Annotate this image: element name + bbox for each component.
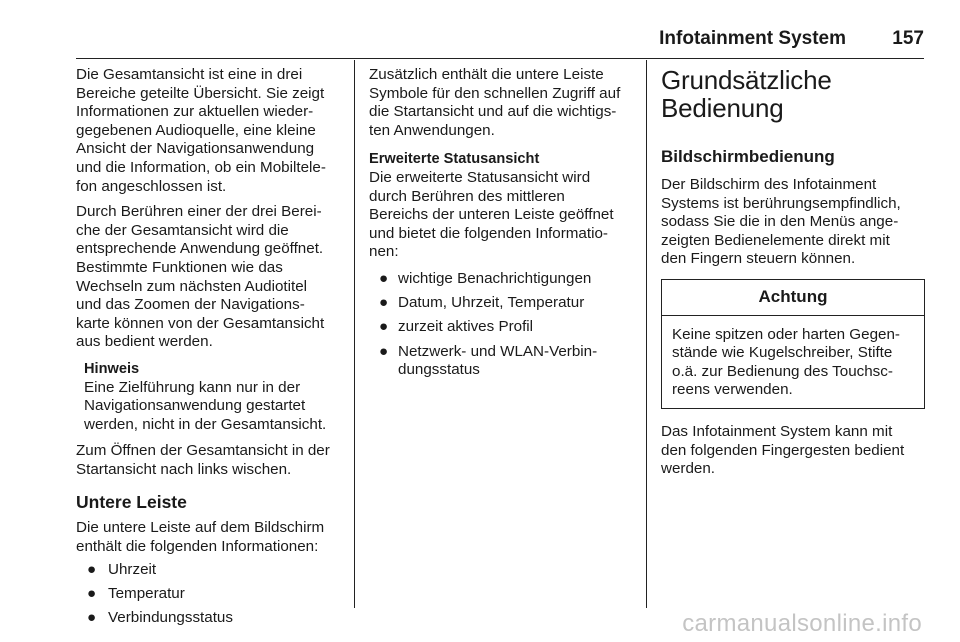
list-item: ● zurzeit aktives Profil (379, 318, 534, 336)
list-item: ● Verbindungsstatus (87, 609, 233, 627)
page-header (76, 24, 924, 59)
caution-box (661, 279, 925, 409)
col1-paragraph-2: Durch Berühren einer der drei Berei- che der Gesamtansicht wird die entsprechende Anwendung geöffnet. Bestimmte Funktionen wie das Wechseln zum nächsten Audiotitel und das Zoomen der Navigations- karte können von der Gesamtansicht aus bedient werden. (76, 203, 325, 351)
list-item: ● Uhrzeit (87, 560, 157, 578)
column-2 (369, 66, 635, 385)
page-number: 157 (892, 28, 924, 49)
col1-bullet-list (76, 561, 344, 628)
bullet-icon: ● (379, 294, 389, 312)
caution-title: Achtung (662, 280, 924, 316)
note-title: Hinweis (84, 360, 140, 377)
note-text: Eine Zielführung kann nur in der Navigationsanwendung gestartet werden, nicht in der Gesamtansicht. (84, 378, 327, 433)
col2-paragraph-1: Zusätzlich enthält die untere Leiste Symbole für den schnellen Zugriff auf die Startansicht und auf die wichtigs- ten Anwendungen. (369, 66, 621, 139)
column-divider-2 (646, 60, 647, 608)
col2-paragraph-2: Die erweiterte Statusansicht wird durch Berühren des mittleren Bereichs der unteren Leiste geöffnet und bietet die folgenden Informatio- nen: (369, 168, 614, 261)
col1-paragraph-4: Die untere Leiste auf dem Bildschirm enthält die folgenden Informationen: (76, 519, 325, 556)
column-1 (76, 66, 344, 633)
section-heading-untere-leiste: Untere Leiste (76, 492, 187, 513)
section-title-grundsaetzliche-bedienung: Grundsätzliche Bedienung (661, 65, 832, 123)
list-item: ● Temperatur (87, 584, 185, 602)
note-block (84, 360, 344, 434)
bullet-icon: ● (379, 269, 389, 287)
col2-bullet-list (369, 270, 635, 380)
bullet-icon: ● (87, 560, 97, 578)
col3-paragraph-1: Der Bildschirm des Infotainment Systems ist berührungsempfindlich, sodass Sie die in den Menüs ange- zeigten Bedienelemente direkt mit den Fingern steuern können. (661, 176, 901, 268)
col1-paragraph-1: Die Gesamtansicht ist eine in drei Bereiche geteilte Übersicht. Sie zeigt Informationen zur aktuellen wieder- gegebenen Audioquelle, eine kleine Ansicht der Navigationsanwendung und die Information, ob ein Mobiltele- fon angeschlossen ist. (76, 66, 326, 195)
bullet-icon: ● (379, 318, 389, 336)
column-divider-1 (354, 60, 355, 608)
list-item: ● wichtige Benachrichtigungen (379, 269, 592, 287)
caution-text: Keine spitzen oder harten Gegen- stände wie Kugelschreiber, Stifte o.ä. zur Bedienung des Touchsc- reens verwenden. (672, 325, 900, 399)
header-title: Infotainment System (659, 28, 846, 49)
list-item: ● Netzwerk- und WLAN-Verbin- dungsstatus (379, 342, 598, 379)
col3-paragraph-2: Das Infotainment System kann mit den folgenden Fingergesten bedient werden. (661, 422, 905, 478)
bullet-icon: ● (379, 342, 389, 360)
bullet-icon: ● (87, 584, 97, 602)
column-3 (661, 66, 925, 486)
subheading-bildschirmbedienung: Bildschirmbedienung (661, 147, 835, 166)
bullet-icon: ● (87, 609, 97, 627)
list-item: ● Datum, Uhrzeit, Temperatur (379, 294, 585, 312)
watermark: carmanualsonline.info (682, 610, 922, 637)
col1-paragraph-3: Zum Öffnen der Gesamtansicht in der Startansicht nach links wischen. (76, 442, 330, 478)
section-heading-erweiterte-statusansicht: Erweiterte Statusansicht (369, 151, 540, 168)
